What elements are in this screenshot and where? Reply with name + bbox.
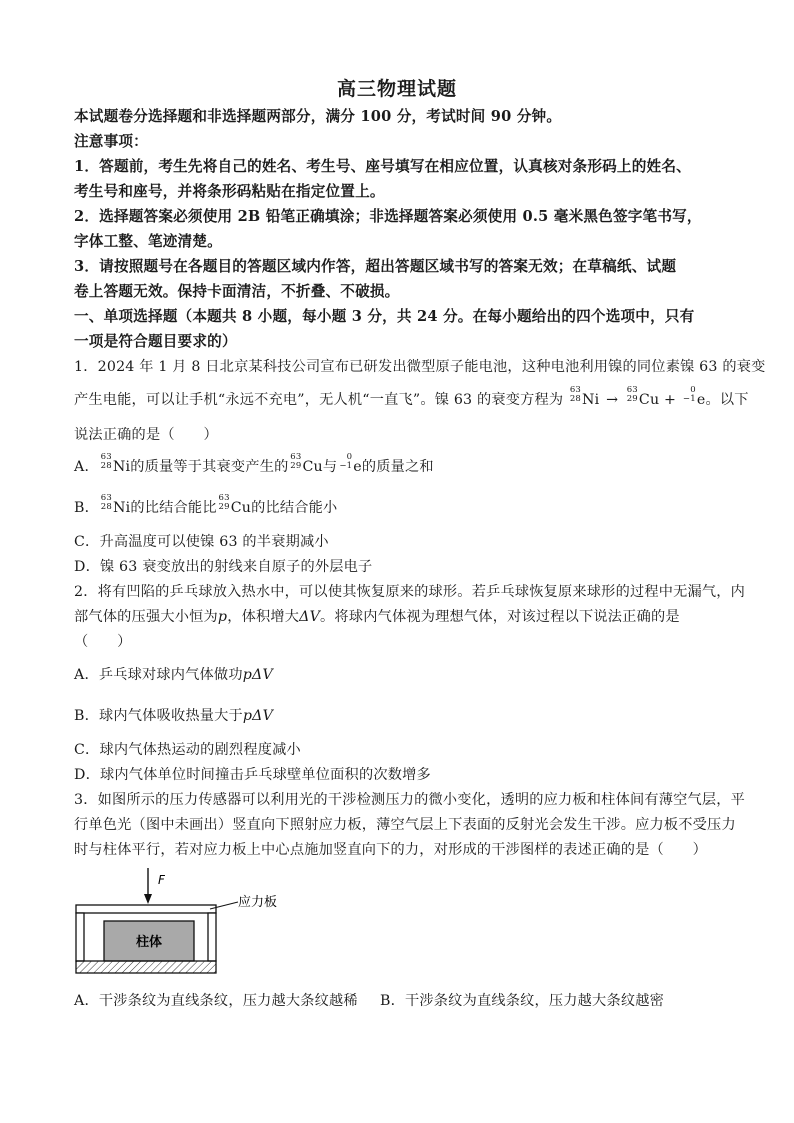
- question-3-text: 行单色光（图中未画出）竖直向下照射应力板，薄空气层上下表面的反射光会发生干涉。应力板不受压力: [74, 817, 736, 833]
- question-2-option-c: C．球内气体热运动的剧烈程度减小: [74, 742, 301, 758]
- note-line: 考生号和座号，并将条形码粘贴在指定位置上。: [74, 183, 385, 200]
- note-line: 卷上答题无效。保持卡面清洁，不折叠、不破损。: [74, 283, 400, 300]
- question-2-text: （ ）: [74, 634, 132, 650]
- question-1-text: 1．2024 年 1 月 8 日北京某科技公司宣布已研发出微型原子能电池，这种电池利用镍的同位素镍 63 的衰变: [74, 359, 766, 375]
- question-2-text: 2．将有凹陷的乒乓球放入热水中，可以使其恢复原来的球形。若乒乓球恢复原来球形的过程中无漏气，内: [74, 584, 746, 600]
- notes-heading: 注意事项：: [74, 133, 148, 150]
- question-2-option-b: B．球内气体吸收热量大于pΔV: [74, 708, 274, 724]
- note-line: 3．请按照题号在各题目的答题区域内作答，超出答题区域书写的答案无效；在草稿纸、试题: [74, 258, 677, 275]
- question-2-text: 部气体的压强大小恒为p，体积增大ΔV。将球内气体视为理想气体，对该过程以下说法正确的是: [74, 609, 680, 625]
- question-2-option-d: D．球内气体单位时间撞击乒乓球壁单位面积的次数增多: [74, 767, 431, 783]
- question-3-text: 3．如图所示的压力传感器可以利用光的干涉检测压力的微小变化，透明的应力板和柱体间有薄空气层，平: [74, 792, 746, 808]
- question-2-option-a: A．乒乓球对球内气体做功pΔV: [74, 667, 273, 683]
- force-label: F: [158, 873, 165, 887]
- page-title: 高三物理试题: [336, 78, 457, 100]
- exam-intro: 本试题卷分选择题和非选择题两部分，满分 100 分，考试时间 90 分钟。: [74, 108, 562, 125]
- section-heading: 一项是符合题目要求的）: [74, 333, 237, 350]
- question-1-text: 产生电能，可以让手机“永远不充电”，无人机“一直飞”。镍 63 的衰变方程为 63 28 Ni → 63 29 Cu + 0 −1 e。以下: [74, 385, 749, 408]
- question-1-option-d: D．镍 63 衰变放出的射线来自原子的外层电子: [74, 559, 373, 575]
- column-label: 柱体: [135, 935, 163, 950]
- question-1-option-a: A． 63 28 Ni的质量等于其衰变产生的 63 29 Cu与 0 −1 e的质量之和: [74, 452, 434, 475]
- question-3-option-a: A．干涉条纹为直线条纹，压力越大条纹越稀: [74, 993, 358, 1009]
- force-arrow-head: [144, 894, 152, 904]
- section-heading: 一、单项选择题（本题共 8 小题，每小题 3 分，共 24 分。在每小题给出的四个选项中，只有: [74, 308, 695, 325]
- note-line: 1．答题前，考生先将自己的姓名、考生号、座号填写在相应位置，认真核对条形码上的姓名、: [74, 158, 691, 175]
- container-left-wall: [76, 913, 84, 961]
- question-1-option-b: B． 63 28 Ni的比结合能比 63 29 Cu的比结合能小: [74, 493, 338, 516]
- question-1-text: 说法正确的是（ ）: [74, 427, 218, 443]
- question-3-text: 时与柱体平行，若对应力板上中心点施加竖直向下的力，对形成的干涉图样的表述正确的是（ ）: [74, 842, 708, 858]
- note-line: 字体工整、笔迹清楚。: [74, 233, 222, 250]
- stress-plate: [76, 905, 216, 913]
- note-line: 2．选择题答案必须使用 2B 铅笔正确填涂；非选择题答案必须使用 0.5 毫米黑色签字笔书写，: [74, 208, 702, 225]
- question-1-option-c: C．升高温度可以使镍 63 的半衰期减小: [74, 534, 329, 550]
- pressure-sensor-diagram: [70, 862, 300, 977]
- hatched-base: [76, 961, 216, 973]
- plate-label: 应力板: [238, 895, 278, 910]
- container-right-wall: [208, 913, 216, 961]
- question-3-option-b: B．干涉条纹为直线条纹，压力越大条纹越密: [380, 993, 664, 1009]
